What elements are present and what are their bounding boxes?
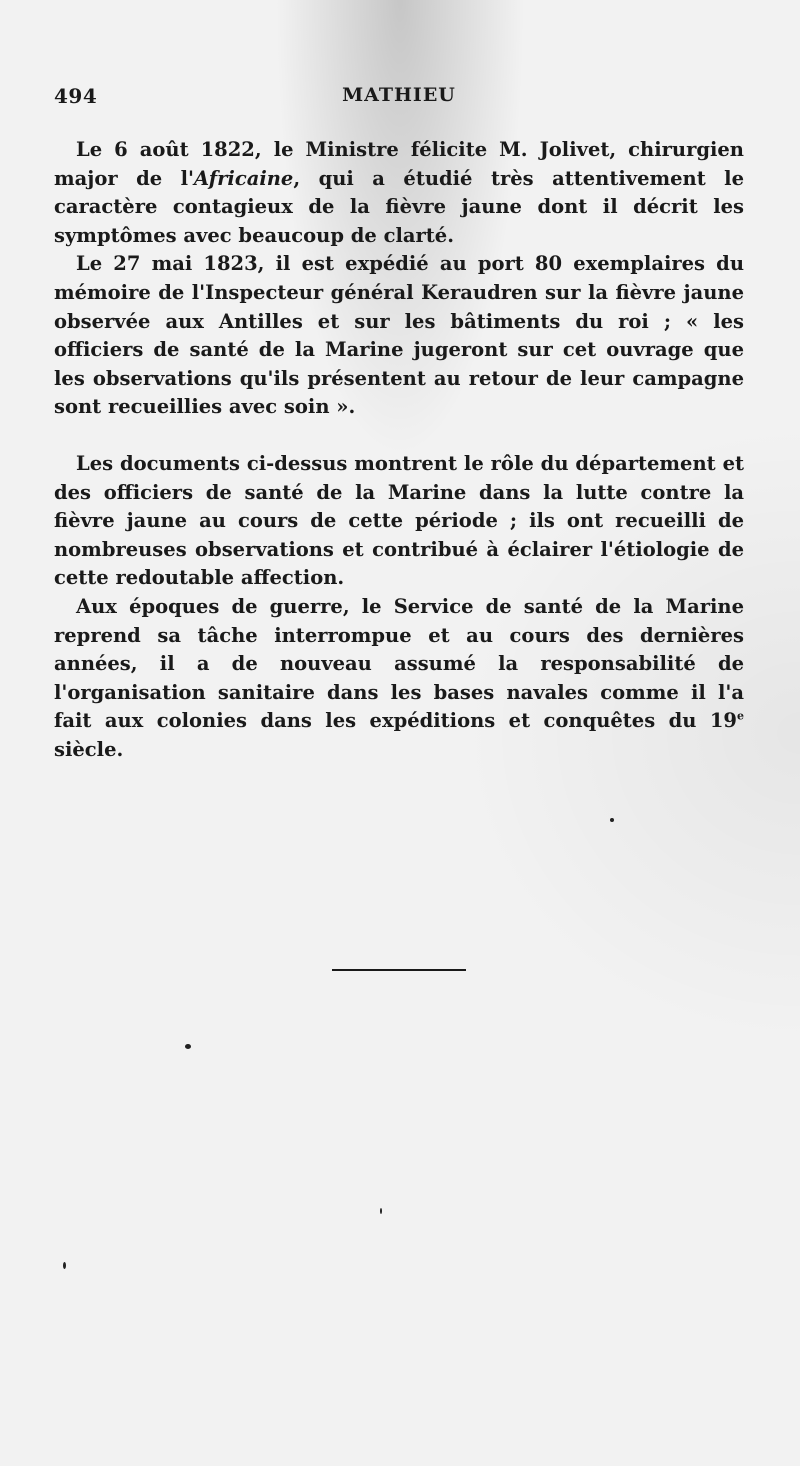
- paragraph-text: siècle.: [54, 737, 124, 761]
- paragraph-text: Aux époques de guerre, le Service de santé de la Marine reprend sa tâche interrompue et au cours des dernières années, il a de nouveau assumé la responsabilité de l'organisation sanitaire dans les bases navales comme il l'a fait aux colonies dans les expéditions et conquêtes du 19: [54, 594, 744, 733]
- ink-speck: [63, 1262, 66, 1269]
- paragraph-text: Le 6 août 1822, le Ministre félicite M. Jolivet, chirurgien major de l': [54, 138, 744, 190]
- page-number: 494: [54, 84, 98, 108]
- running-title: MATHIEU: [342, 84, 456, 106]
- paragraph-guerre: [54, 593, 744, 765]
- ship-name-italic: Africaine: [193, 166, 294, 190]
- section-end-rule: [332, 969, 466, 971]
- paragraph-documents: Les documents ci-dessus montrent le rôle du département et des officiers de santé de la Marine dans la lutte contre la fièvre jaune au cours de cette période ; ils ont recueilli de nombreuses observations et contribué à éclairer l'étiologie de cette redoutable affection.: [54, 451, 744, 590]
- ink-speck: [185, 1044, 191, 1049]
- paragraph-keraudren: Le 27 mai 1823, il est expédié au port 80 exemplaires du mémoire de l'Inspecteur général Keraudren sur la fièvre jaune observée aux Antilles et sur les bâtiments du roi ; « les officiers de santé de la Marine jugeront sur cet ouvrage que les observations qu'ils présentent au retour de leur campagne sont recueillies avec soin ».: [54, 252, 744, 419]
- page-header: [54, 84, 744, 114]
- ink-speck: [610, 818, 614, 822]
- paragraph-jolivet: [54, 136, 744, 250]
- body-text: [54, 136, 744, 764]
- ink-speck: [380, 1208, 382, 1214]
- superscript: e: [737, 709, 744, 723]
- paragraph-text: , qui a étudié très attentivement le caractère contagieux de la fièvre jaune dont il décrit les symptômes avec beaucoup de clarté.: [54, 166, 744, 247]
